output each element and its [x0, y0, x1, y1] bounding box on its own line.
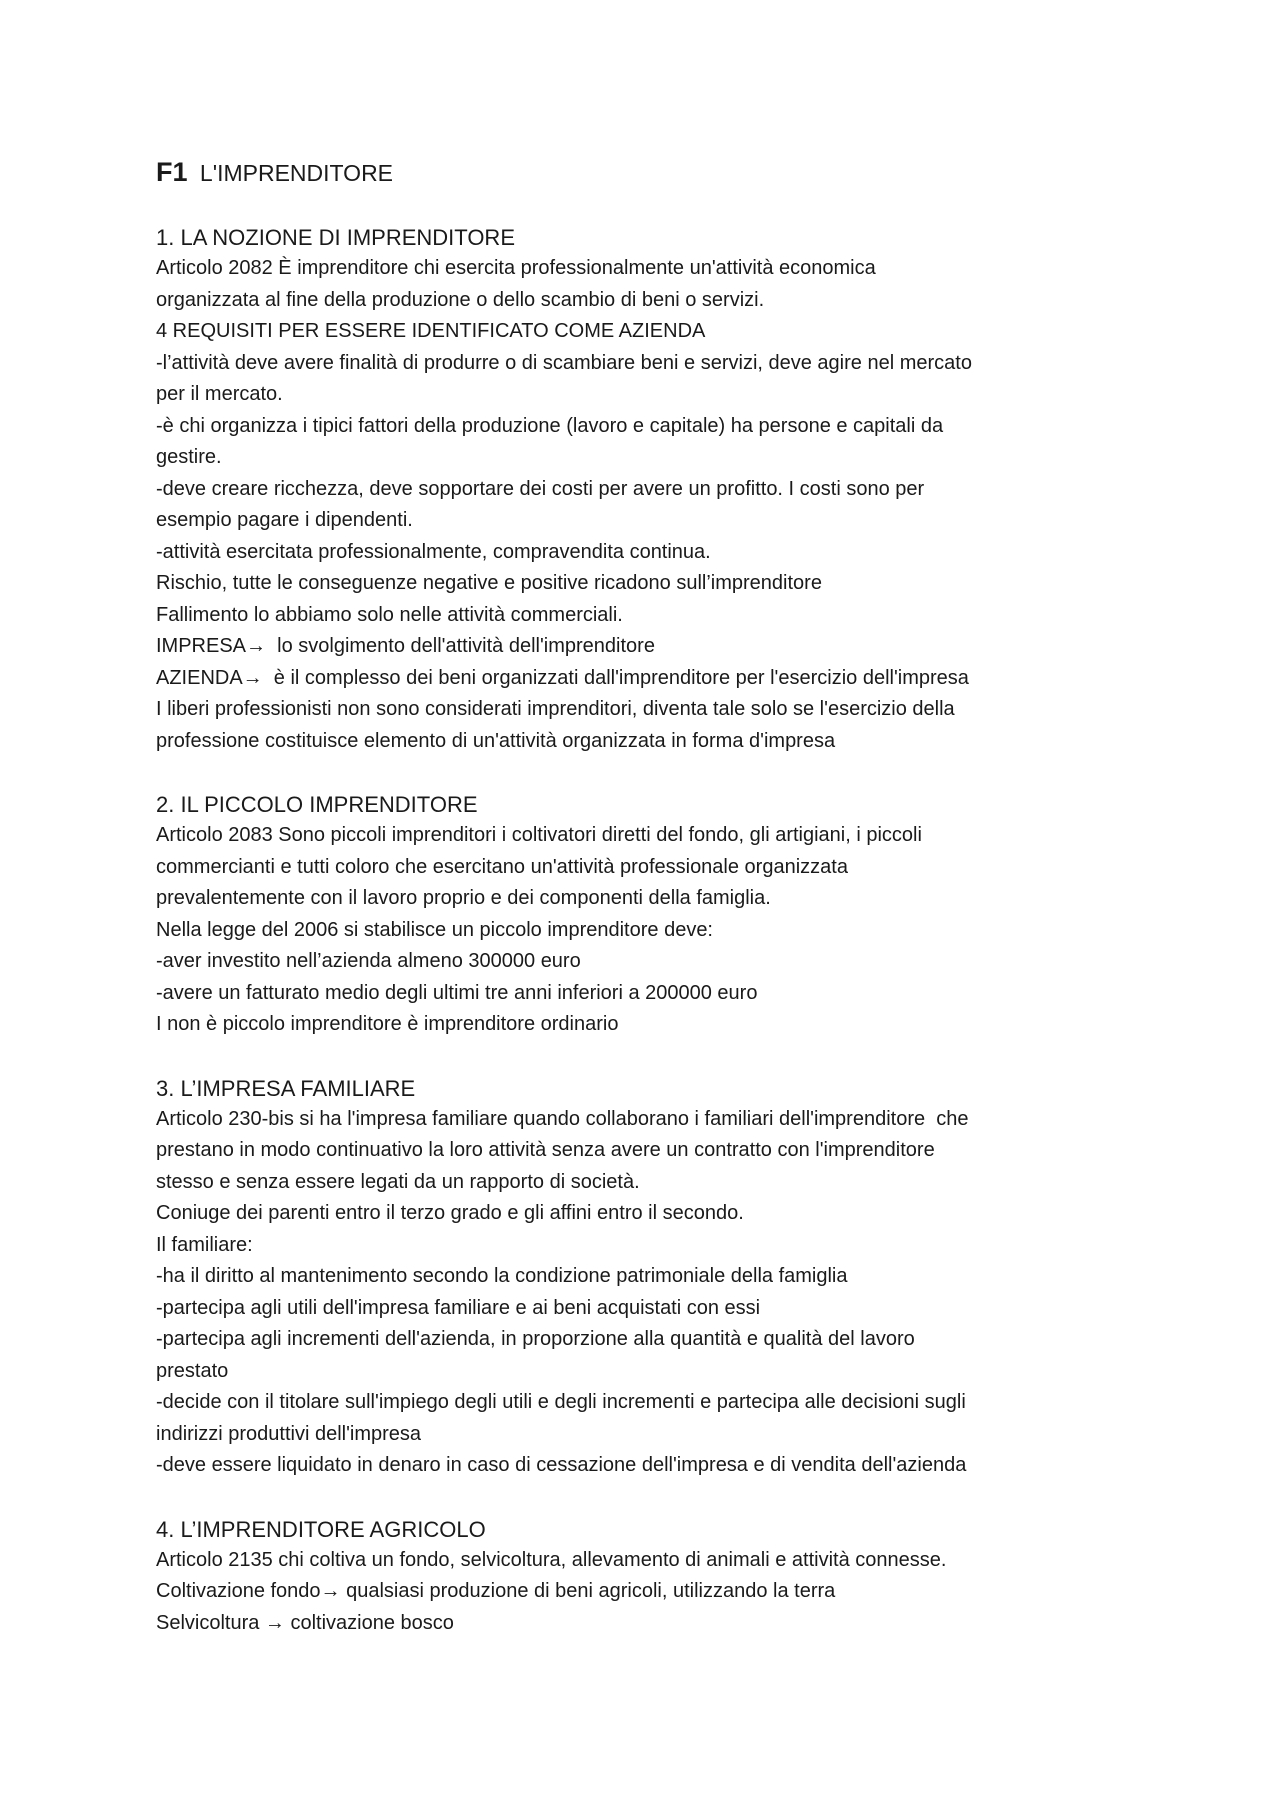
text-line: I liberi professionisti non sono considerati imprenditori, diventa tale solo se l'esercizio della: [156, 698, 955, 720]
text-line: Coltivazione fondo→ qualsiasi produzione di beni agricoli, utilizzando la terra: [156, 1580, 836, 1602]
text-line: -ha il diritto al mantenimento secondo la condizione patrimoniale della famiglia: [156, 1265, 848, 1287]
document-title: [156, 155, 1156, 190]
text-line: -deve creare ricchezza, deve sopportare dei costi per avere un profitto. I costi sono per: [156, 477, 925, 500]
text-line: Nella legge del 2006 si stabilisce un piccolo imprenditore deve:: [156, 918, 713, 941]
section-heading: 3. L’IMPRESA FAMILIARE: [156, 1075, 416, 1101]
text-line: esempio pagare i dipendenti.: [156, 509, 413, 531]
section-3: [156, 1073, 1156, 1482]
text-line: Selvicoltura → coltivazione bosco: [156, 1611, 454, 1634]
text-line: prevalentemente con il lavoro proprio e dei componenti della famiglia.: [156, 887, 771, 909]
section-heading: 2. IL PICCOLO IMPRENDITORE: [156, 792, 478, 817]
text-line: prestato: [156, 1359, 229, 1382]
text-line: Rischio, tutte le conseguenze negative e positive ricadono sull’imprenditore: [156, 572, 822, 594]
text-line: -attività esercitata professionalmente, compravendita continua.: [156, 540, 711, 563]
text-line: prestano in modo continuativo la loro attività senza avere un contratto con l'imprenditore: [156, 1139, 935, 1161]
document-body: [156, 222, 1156, 1639]
text-line: -partecipa agli utili dell'impresa familiare e ai beni acquistati con essi: [156, 1296, 761, 1319]
text-line: 4 REQUISITI PER ESSERE IDENTIFICATO COME AZIENDA: [156, 320, 706, 342]
section-2: [156, 789, 1156, 1041]
text-line: Articolo 2083 Sono piccoli imprenditori i coltivatori diretti del fondo, gli artigiani, i piccoli: [156, 824, 922, 846]
section-heading: 4. L’IMPRENDITORE AGRICOLO: [156, 1516, 486, 1542]
text-line: Il familiare:: [156, 1233, 253, 1256]
section-1: [156, 222, 1156, 757]
text-line: -decide con il titolare sull'impiego degli utili e degli incrementi e partecipa alle decisioni sugli: [156, 1391, 966, 1413]
document-title-code: F1: [156, 157, 188, 187]
text-line: -aver investito nell’azienda almeno 300000 euro: [156, 950, 581, 972]
section-heading: 1. LA NOZIONE DI IMPRENDITORE: [156, 225, 515, 250]
text-line: organizzata al fine della produzione o dello scambio di beni o servizi.: [156, 288, 765, 311]
text-line: -deve essere liquidato in denaro in caso di cessazione dell'impresa e di vendita dell'azienda: [156, 1454, 967, 1476]
text-line: per il mercato.: [156, 383, 283, 405]
text-line: commercianti e tutti coloro che esercitano un'attività professionale organizzata: [156, 855, 848, 878]
text-line: Articolo 2082 È imprenditore chi esercita professionalmente un'attività economica: [156, 257, 876, 279]
document-title-text: L'IMPRENDITORE: [199, 160, 394, 186]
text-line: gestire.: [156, 446, 222, 468]
text-line: -l’attività deve avere finalità di produrre o di scambiare beni e servizi, deve agire nel mercato: [156, 351, 972, 374]
text-line: Coniuge dei parenti entro il terzo grado e gli affini entro il secondo.: [156, 1202, 744, 1224]
text-line: AZIENDA→ è il complesso dei beni organizzati dall'imprenditore per l'esercizio dell'impresa: [156, 666, 969, 689]
text-line: professione costituisce elemento di un'attività organizzata in forma d'impresa: [156, 729, 836, 752]
text-line: Fallimento lo abbiamo solo nelle attività commerciali.: [156, 603, 623, 626]
section-4: [156, 1514, 1156, 1640]
text-line: Articolo 2135 chi coltiva un fondo, selvicoltura, allevamento di animali e attività connesse.: [156, 1548, 947, 1571]
text-line: -avere un fatturato medio degli ultimi tre anni inferiori a 200000 euro: [156, 981, 758, 1004]
text-line: Articolo 230-bis si ha l'impresa familiare quando collaborano i familiari dell'imprenditore che: [156, 1107, 969, 1130]
text-line: indirizzi produttivi dell'impresa: [156, 1422, 422, 1445]
text-line: -partecipa agli incrementi dell'azienda, in proporzione alla quantità e qualità del lavoro: [156, 1328, 915, 1350]
text-line: -è chi organizza i tipici fattori della produzione (lavoro e capitale) ha persone e capitali da: [156, 414, 944, 437]
text-line: I non è piccolo imprenditore è imprenditore ordinario: [156, 1013, 619, 1035]
document-page: [156, 155, 1156, 1671]
text-line: IMPRESA→ lo svolgimento dell'attività dell'imprenditore: [156, 635, 655, 657]
text-line: stesso e senza essere legati da un rapporto di società.: [156, 1170, 640, 1193]
